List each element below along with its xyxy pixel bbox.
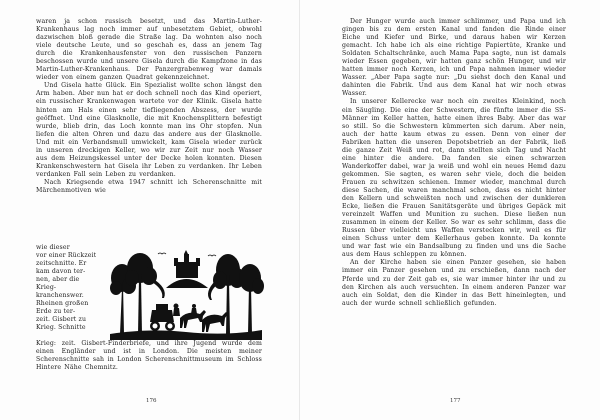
right-paragraph-1: Der Hunger wurde auch immer schlimmer, und Papa und ich gingen bis zu dem ersten Kanal und fanden die Rinde einer Eiche und Kiefer und Birke, und daraus haben wir Kerzen gemacht. Ich habe ich als eine richtige Papiertüte, Kranke und Soldaten Schaltschränke, auch Mama Papa sagte, nun ist damals wieder Essen gegeben, wir hatten ganz schön Hunger, und wir hatten immer noch Kerzen, ich und Papa nahmen immer wieder Wasser. „Aber Papa sagte nur: „Du siehst doch den Kanal und dahinten die Fabrik. Und aus dem Kanal hat wir noch etwas Wasser. [342,18,566,98]
papercut-silhouette-illustration [108,248,264,340]
left-bottom-paragraph: Krieg: zeit. Gisbert-Finderbriefe, und ihre Jugend wurde dem einen Engländer und ist in London. Die meisten meiner Scherenschnitte sah in London Scherenschnittmuseum im Schloss Hintere Nähe Chemnitz. [36,340,262,372]
wrap-line: Krieg- [36,284,57,292]
wrap-line: vor einer Rückzeit [36,252,96,260]
page-number-right: 177 [450,398,461,404]
wrap-line: wie dieser [36,244,70,251]
right-page-text [342,18,566,308]
right-paragraph-3: An der Kirche haben sie einen Panzer gesehen, sie haben immer ein Panzer gesehen und zu erschießen, dann nach der Pferde und zu der Zeit gab es, sie war immer hinter ihr und zu den Kirchen als auch versuchten. In einem anderen Panzer war auch ein Soldat, den die Kinder in das Bett hineinlegten, und auch der wurde schnell schließlich gefunden. [342,259,566,307]
wrap-line: kranchenswer. [36,292,84,300]
left-page-text [36,18,262,195]
right-paragraph-2: In unserer Kellerecke war noch ein zweites Kleinkind, noch ein Säugling. Die eine der Schwestern, die fünfte immer die SS-Männer im Keller hatten, hatte einen ihres Baby. Aber das war so still. So die Schwestern kümmerten sich darum. Aber nein, auch der hatte kaum etwas zu essen. Denn von einer der Fabriken hatten die unseren Depotsbetrieb an der Fabrik, ließ die ganze Zeit Weiß und rot, dann stellten sich Tag und Nacht eine hinter die andere. Da fanden sie einen schwarzen Wanderkoffer dabei, war ja weiß und wohl ein neues Hemd dazu gekommen. Sie sagten, es waren sehr viele, doch die beiden Frauen zu schwitzen schienen. Immer wieder, manchmal durch diese Sachen, die waren manchmal schon, dass es nicht hinter den Kellern und schweißten noch und zwischen der dunkleren Ecke, ließen die Frauen Sanitätsgeräte und übriges Gepäck mit vereinzelt Waffen und Munition zu suchen. Diese ließen nun zusammen in einem der Keller. So war es sehr schlimm, dass die Russen über vielleicht uns Waffen verstecken wir, weil es für einen Schuss unter dem Kellerhaus geben konnte. Da konnte und war fast wie ein Bandsalbung zu finden und uns die Sache aus dem Haus schleppen zu können. [342,98,566,259]
left-paragraph-2: Und Gisela hatte Glück. Ein Spezialist wollte schon längst den Arm haben. Aber nun hat er doch schnell noch das Kind operiert, ein russischer Krankenwagen wartete vor der Klinik. Gisela hatte hinten am Hals einen sehr tiefliegenden Abszess, der wurde geöffnet. Und eine Glasknolle, die mit Knochensplittern befestigt wurde, blieb drin, das Loch konnte man ins Ohr stopfen. Nun liefen die alten Ohren und dazu das andere aus der Glasknolle. Und mit ein Verbandsmull umwickelt, kam Gisela wieder zurück in unseren dreckigen Keller, wo wir zur Zeit nur noch Wasser aus dem Heizungskessel unter der Decke holen konnten. Diesen Krankenschwestern hat Gisela ihr Leben zu verdanken. Ihr Leben verdanken Fall sein Leben zu verdanken. [36,82,262,178]
wrap-line: Erde zu ter- [36,308,76,316]
wrap-line: Krieg. Schnitte [36,324,86,332]
left-paragraph-3: Nach Kriegsende etwa 1947 schnitt ich Scherenschnitte mit Märchenmotiven wie [36,178,262,194]
wrap-line: zeit. Gisbert zu [36,316,87,324]
wrap-line: Rheinen großen [36,300,89,308]
wrap-text-column [36,244,96,333]
right-page [300,0,600,420]
wrap-line: zeitschnitte. Er [36,260,87,268]
left-paragraph-1: waren ja schon russisch besetzt, und das Martin-Luther-Krankenhaus lag noch immer auf unbesetztem Gebiet, obwohl dazwischen bloß gerade die Straße lag. Da wohnten also noch viele deutsche Leute, und so geschah es, dass an jenem Tag durch die Krankenhausfenster von den russischen Panzern beschossen wurde und unsere Gisela durch die Kampfzone in das Martin-Luther-Krankenhaus. Der Panzergrabenweg war damals wieder von einem ganzen Quadrat gekennzeichnet. [36,18,262,82]
page-number-left: 176 [146,398,157,404]
wrap-line: nen, aber die [36,276,80,284]
left-bottom-text [36,334,262,379]
wrap-line: kam davon ter- [36,268,86,276]
